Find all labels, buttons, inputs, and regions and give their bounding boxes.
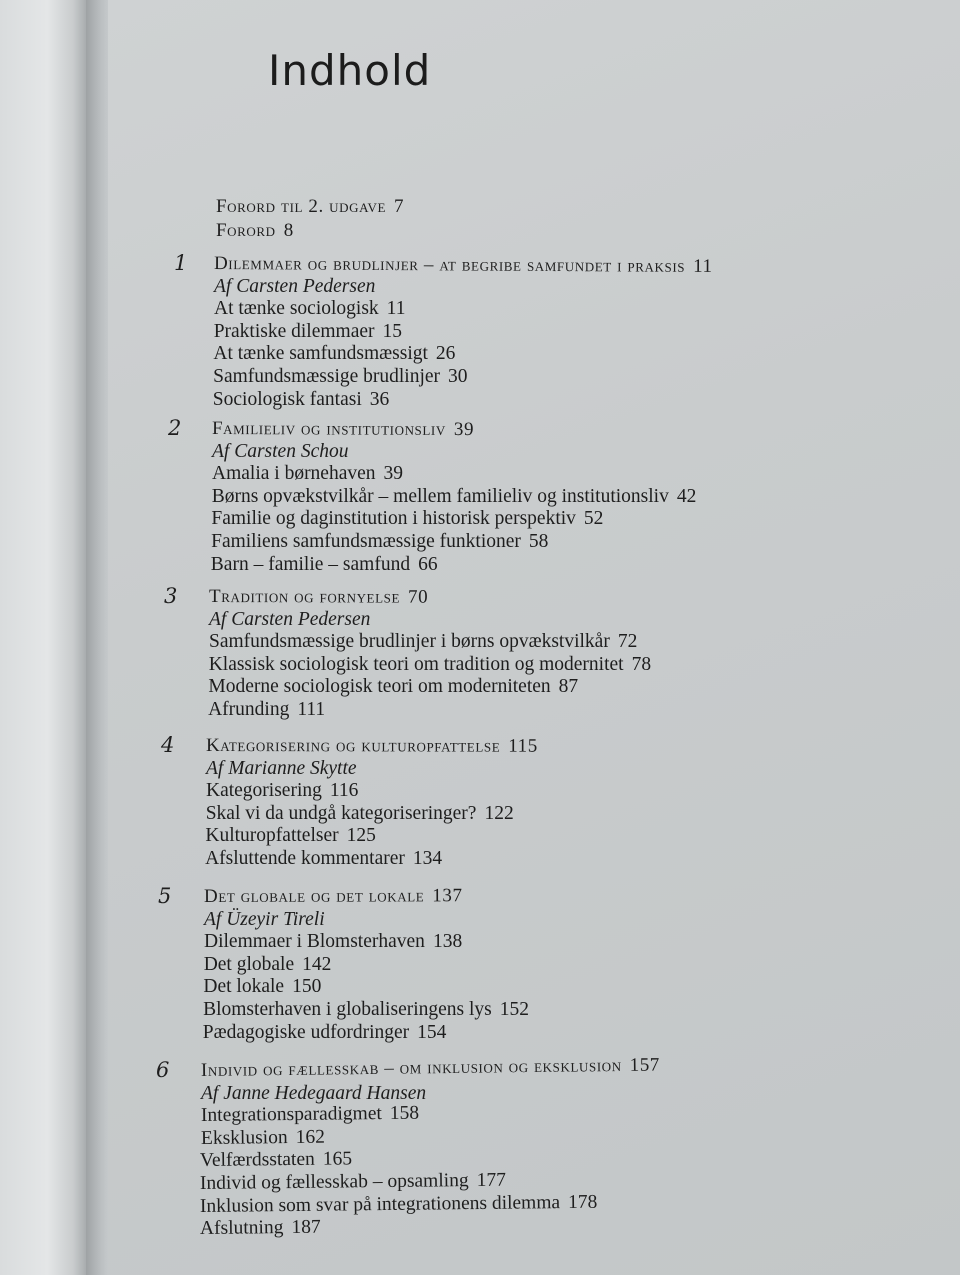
chapter-title [212,418,474,441]
chapter-title [209,586,428,609]
section-entry [199,1217,320,1240]
chapter-number: 2 [168,416,182,440]
chapter-title-title: Kategorisering og kulturopfattelse [205,735,501,757]
section-entry-page-number: 116 [329,780,359,802]
section-entry-page-number: 111 [297,699,326,720]
section-entry-title: Kulturopfattelser [205,825,339,847]
front-matter-entry-title: Forord [216,220,276,241]
section-entry [212,486,697,508]
section-entry-page-number: 152 [499,999,530,1020]
section-entry-page-number: 26 [435,343,456,365]
section-entry-page-number: 187 [290,1216,321,1239]
section-entry [201,1126,325,1149]
chapter-title-title: Individ og fællesskab – om inklusion og eksklusion [200,1054,622,1081]
section-entry-title: Moderne sociologisk teori om moderniteten [208,676,551,698]
section-entry-page-number: 78 [631,653,652,675]
chapter-number: 1 [174,251,188,275]
chapter-title-page-number: 137 [432,885,463,907]
section-entry [205,825,375,847]
chapter-author [206,758,357,780]
chapter-author-title: Af Carsten Pedersen [214,275,376,297]
section-entry-title: Afrunding [208,699,290,720]
section-entry-title: Kategorisering [206,780,322,802]
section-entry-page-number: 30 [448,366,468,387]
front-matter-entry [216,220,294,242]
section-entry-title: Blomsterhaven i globaliseringens lys [203,999,492,1020]
section-entry-page-number: 52 [583,508,604,530]
section-entry-title: Samfundsmæssige brudlinjer i børns opvækstvilkår [209,631,610,653]
section-entry [200,1149,352,1173]
section-entry-title: Børns opvækstvilkår – mellem familieliv og institutionsliv [211,485,669,507]
chapter-number: 3 [164,584,178,608]
section-entry [206,803,514,825]
section-entry-page-number: 142 [302,953,332,975]
section-entry-title: Eksklusion [200,1126,288,1149]
chapter-title-title: Dilemmaer og brudlinjer – at begribe samfundet i praksis [213,253,686,277]
section-entry [212,463,403,485]
chapter-title-page-number: 11 [693,255,713,277]
section-entry-page-number: 154 [417,1021,447,1043]
chapter-title-page-number: 70 [408,586,429,608]
section-entry-page-number: 42 [676,485,697,507]
chapter-author-title: Af Marianne Skytte [206,757,357,779]
section-entry [206,780,358,802]
section-entry-page-number: 162 [295,1126,325,1148]
section-entry [214,321,402,343]
chapter-author-title: Af Carsten Pedersen [209,608,371,630]
section-entry [213,389,389,411]
section-entry [205,848,442,870]
section-entry-title: Inklusion som svar på integrationens dilemma [199,1191,561,1217]
front-matter-entry-page-number: 8 [283,220,294,241]
chapter-author [204,909,325,931]
section-entry-title: Afsluttende kommentarer [205,848,405,869]
chapter-author [212,441,349,463]
section-entry [204,931,462,953]
section-entry-page-number: 11 [386,298,406,320]
section-entry-page-number: 165 [323,1148,353,1171]
section-entry-page-number: 158 [389,1102,420,1125]
chapter-author [201,1083,426,1105]
chapter-title-title: Familieliv og institutionsliv [211,418,446,440]
section-entry-page-number: 72 [617,631,638,653]
section-entry-title: At tænke samfundsmæssigt [213,343,428,365]
section-entry-page-number: 58 [528,531,549,552]
section-entry [211,554,438,576]
front-matter-entry [216,196,404,218]
section-entry-title: Klassisk sociologisk teori om tradition og modernitet [208,653,624,675]
chapter-title-page-number: 39 [453,418,475,441]
chapter-title [206,735,538,758]
section-entry [203,976,321,998]
section-entry-title: Afslutning [199,1217,284,1240]
section-entry [209,631,637,653]
section-entry [214,298,405,320]
section-entry-title: At tænke sociologisk [214,298,379,320]
section-entry [201,1103,419,1127]
section-entry-title: Familie og daginstitution i historisk perspektiv [211,508,576,530]
section-entry-page-number: 39 [383,463,404,485]
section-entry [203,999,529,1021]
chapter-number: 4 [161,733,175,757]
section-entry-page-number: 138 [432,931,463,953]
section-entry-title: Praktiske dilemmaer [213,320,375,342]
section-entry-title: Integrationsparadigmet [200,1103,382,1127]
section-entry-page-number: 177 [476,1169,507,1192]
section-entry-page-number: 66 [418,553,438,575]
chapter-title-page-number: 115 [508,735,538,757]
section-entry-page-number: 15 [382,320,403,342]
section-entry [208,699,325,721]
section-entry-title: Det globale [203,953,295,975]
book-gutter [86,0,108,1275]
section-entry [204,954,332,976]
section-entry-page-number: 122 [484,802,514,824]
section-entry-title: Barn – familie – samfund [210,553,411,575]
section-entry [213,343,455,365]
section-entry [203,1022,447,1044]
chapter-title [214,253,713,278]
front-matter-entry-page-number: 7 [394,196,405,217]
chapter-title-page-number: 157 [629,1054,661,1076]
chapter-number: 5 [158,884,172,908]
section-entry-page-number: 134 [412,848,443,869]
section-entry-title: Familiens samfundsmæssige funktioner [211,531,521,552]
section-entry [209,654,651,676]
chapter-author-title: Af Üzeyir Tireli [204,908,325,930]
section-entry-title: Individ og fællesskab – opsamling [199,1170,469,1194]
chapter-title-title: Det globale og det lokale [203,885,425,907]
section-entry [208,676,578,698]
chapter-author-title: Af Janne Hedegaard Hansen [201,1082,427,1104]
front-matter-entry-title: Forord til 2. udgave [216,196,386,217]
left-facing-page [0,0,86,1275]
chapter-title [204,885,463,908]
page-title: Indhold [268,46,432,95]
section-entry-title: Dilemmaer i Blomsterhaven [204,931,425,953]
section-entry-title: Amalia i børnehaven [212,463,376,485]
section-entry-title: Sociologisk fantasi [212,388,362,410]
section-entry [211,531,548,553]
section-entry-page-number: 36 [369,388,390,410]
section-entry-page-number: 178 [567,1191,598,1213]
chapter-author-title: Af Carsten Schou [212,440,349,462]
section-entry-page-number: 125 [346,825,376,847]
section-entry-title: Velfærdsstaten [200,1149,316,1172]
section-entry-title: Skal vi da undgå kategoriseringer? [205,802,477,824]
chapter-author [209,609,370,631]
section-entry [200,1191,598,1217]
section-entry [211,508,603,530]
chapter-title-title: Tradition og fornyelse [208,586,401,608]
section-entry [200,1170,506,1195]
section-entry-title: Det lokale [203,976,285,998]
section-entry-page-number: 87 [558,676,579,698]
section-entry-page-number: 150 [292,976,322,998]
section-entry-title: Pædagogiske udfordringer [202,1021,410,1043]
section-entry-title: Samfundsmæssige brudlinjer [213,366,441,387]
chapter-number: 6 [156,1058,170,1082]
chapter-author [214,276,375,298]
section-entry [213,366,467,388]
